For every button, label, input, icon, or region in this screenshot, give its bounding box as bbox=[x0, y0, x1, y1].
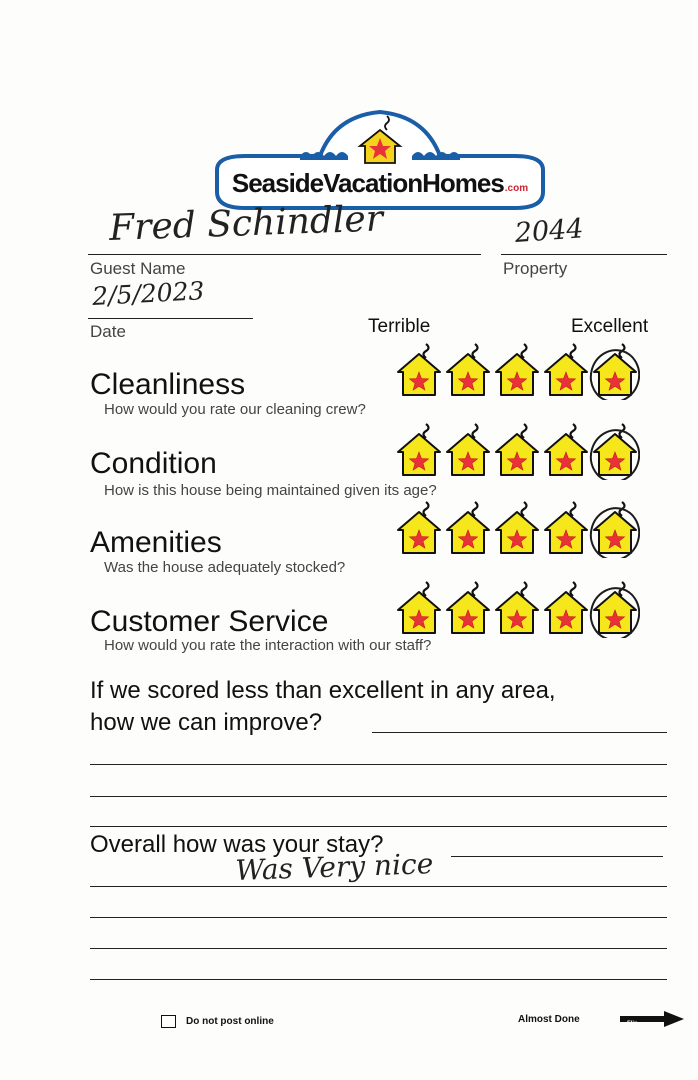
house-star-icon[interactable] bbox=[496, 424, 538, 475]
overall-question: Overall how was your stay? bbox=[90, 831, 384, 858]
house-star-icon[interactable] bbox=[447, 344, 489, 395]
house-star-icon[interactable] bbox=[594, 582, 636, 633]
improve-answer-line[interactable] bbox=[90, 764, 667, 765]
do-not-post-checkbox[interactable] bbox=[161, 1015, 176, 1028]
category-title: Customer Service bbox=[90, 605, 329, 638]
category-title: Amenities bbox=[90, 526, 222, 559]
house-star-icon[interactable] bbox=[594, 344, 636, 395]
house-star-icon[interactable] bbox=[594, 502, 636, 553]
property-line bbox=[501, 254, 667, 255]
improve-answer-line[interactable] bbox=[372, 732, 667, 733]
house-star-icon[interactable] bbox=[545, 424, 587, 475]
overall-answer-line[interactable] bbox=[90, 917, 667, 918]
overall-answer-line[interactable] bbox=[90, 886, 667, 887]
overall-answer-line[interactable] bbox=[90, 979, 667, 980]
house-star-icon[interactable] bbox=[545, 344, 587, 395]
house-star-icon[interactable] bbox=[398, 424, 440, 475]
improve-question-line2: how we can improve? bbox=[90, 709, 323, 736]
house-rating-row[interactable] bbox=[390, 578, 640, 638]
house-star-icon[interactable] bbox=[398, 582, 440, 633]
house-star-icon[interactable] bbox=[447, 424, 489, 475]
arrow-right-icon[interactable] bbox=[620, 1010, 686, 1030]
scale-low-label: Terrible bbox=[368, 316, 431, 337]
house-rating-row[interactable] bbox=[390, 340, 640, 400]
guest-name-label: Guest Name bbox=[90, 259, 186, 278]
overall-answer-line[interactable] bbox=[90, 948, 667, 949]
do-not-post-label: Do not post online bbox=[186, 1016, 274, 1027]
date-label: Date bbox=[90, 322, 126, 341]
improve-answer-line[interactable] bbox=[90, 796, 667, 797]
company-logo bbox=[205, 108, 555, 213]
overall-answer-handwriting: Was Very nice bbox=[234, 847, 434, 887]
house-rating-row[interactable] bbox=[390, 498, 640, 558]
category-question: Was the house adequately stocked? bbox=[104, 559, 346, 576]
house-star-icon[interactable] bbox=[398, 502, 440, 553]
almost-done-label: Almost Done bbox=[518, 1014, 580, 1025]
improve-answer-line[interactable] bbox=[90, 826, 667, 827]
brand-name: SeasideVacationHomes bbox=[231, 167, 504, 198]
property-handwriting: 2044 bbox=[513, 213, 585, 249]
category-title: Cleanliness bbox=[90, 368, 246, 401]
house-star-icon[interactable] bbox=[496, 344, 538, 395]
date-line bbox=[88, 318, 253, 319]
scale-high-label: Excellent bbox=[571, 316, 649, 337]
house-star-icon[interactable] bbox=[594, 424, 636, 475]
category-question: How would you rate our cleaning crew? bbox=[104, 401, 366, 418]
house-rating-row[interactable] bbox=[390, 420, 640, 480]
house-star-icon[interactable] bbox=[447, 502, 489, 553]
flip-label: Flip bbox=[627, 1021, 638, 1027]
guest-name-handwriting: Fred Schindler bbox=[108, 198, 384, 249]
house-star-icon[interactable] bbox=[496, 502, 538, 553]
overall-answer-line[interactable] bbox=[451, 856, 663, 857]
house-star-icon[interactable] bbox=[447, 582, 489, 633]
house-star-icon[interactable] bbox=[398, 344, 440, 395]
category-title: Condition bbox=[90, 447, 217, 480]
brand-suffix: .com bbox=[504, 182, 529, 194]
house-star-icon[interactable] bbox=[545, 502, 587, 553]
guest-name-line bbox=[88, 254, 481, 255]
category-question: How would you rate the interaction with our staff? bbox=[104, 637, 432, 654]
date-handwriting: 2/5/2023 bbox=[91, 276, 206, 311]
house-star-icon[interactable] bbox=[496, 582, 538, 633]
category-question: How is this house being maintained given its age? bbox=[104, 482, 437, 499]
improve-question-line1: If we scored less than excellent in any area, bbox=[90, 677, 556, 704]
house-star-icon[interactable] bbox=[545, 582, 587, 633]
property-label: Property bbox=[503, 259, 568, 278]
